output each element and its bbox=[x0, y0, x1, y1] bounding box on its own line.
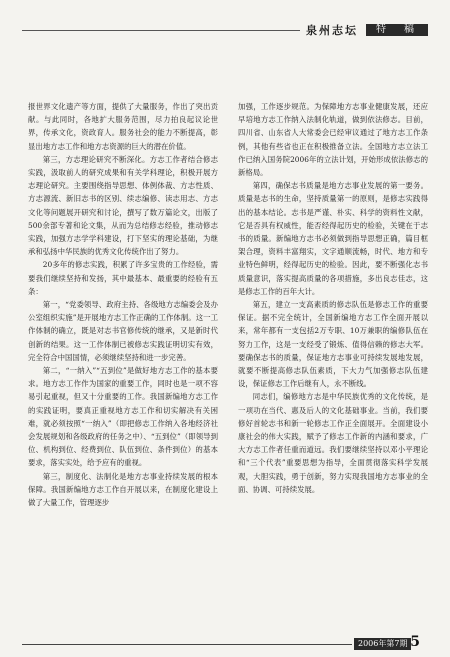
header-banner bbox=[300, 24, 428, 36]
paragraph: 加强，工作逐步规范。为保障地方志事业健康发展，还应早培地方志工作纳入法制化轨道，做到依法修志。目前，四川省、山东省人大常委会已经审议通过了地方志工作条例，其他有些省也正在积极推备立法。全国地方志立法工作已纳入国务院2006年的立法计划，开始形成依法修志的新格局。 bbox=[238, 102, 428, 178]
right-column bbox=[238, 100, 428, 612]
paragraph: 第五，建立一支高素质的修志队伍是修志工作的重要保证。据不完全统计，全国新编地方志工作全面开展以来，常年都有一支包括2万专职、10万兼职的编修队伍在努力工作，这是一支经受了锻炼、值得信赖的修志大军。要确保志书的质量，保证地方志事业可持续发展地发展，就要不断提高修志队伍素质，下大力气加强修志队伍建设，保证修志工作后继有人，永不断线。 bbox=[238, 300, 428, 389]
journal-name: 泉州志坛 bbox=[306, 24, 358, 37]
paragraph: 第一，“党委领导、政府主持、各级地方志编委会及办公室组织实施”是开展地方志工作正确的工作体制。这一工作体制的确立，既是对志书官修传统的继承，又是新时代创新的结果。这一工作体制已被修志实践证明切实有效，完全符合中国国情，必须继续坚持和进一步完善。 bbox=[28, 300, 218, 362]
page-number: 5 bbox=[410, 634, 420, 650]
paragraph: 第三，方志理论研究不断深化。方志工作者结合修志实践，汲取前人的研究成果和有关学科理论，积极开展方志理论研究。主要围绕指导思想、体例体裁、方志性质、方志源流、新旧志书的区别、续志编修、读志用志、方志文化等问题展开研究和讨论，撰写了数万篇论文，出版了500余部专著和论文集，从而为总结修志经验，推动修志实践，加强方志学学科建设，打下坚实的理论基础，为继承和弘扬中华民族的优秀文化传统作出了努力。 bbox=[28, 154, 218, 257]
paragraph: 第二，“一纳入”“五到位”是做好地方志工作的基本要求。地方志工作作为国家的重要工作，同时也是一项不容易引起重视，但又十分重要的工作。我国新编地方志工作的实践证明，要真正重视地方志工作和切实解决有关困难，就必须按照“一纳入”（即把修志工作纳入各地经济社会发展规划和各级政府的任务之中）、“五到位”（即领导到位、机构到位、经费到位、队伍到位、条件到位）的基本要求，落实实处，给予应有的重视。 bbox=[28, 366, 218, 468]
paragraph: 报世界文化遗产等方面，提供了大量服务，作出了突出贡献。与此同时，各地扩大服务范围，尽力拍良起议论世界，传承文化，资政育人。服务社会的能力不断提高，彰显出地方志工作和地方志资源的巨大的潜在价值。 bbox=[28, 102, 218, 151]
issue-label: 2006年第7期 bbox=[354, 638, 411, 650]
paragraph: 第四，确保志书质量是地方志事业发展的第一要务。质量是志书的生命，坚持质量第一的原则，是修志实践得出的基本结论。志书是严谨、朴实、科学的资料性文献，它是否具有权威性，能否经得起历史的检验，关键在于志书的质量。新编地方志书必须做到指导思想正确，篇目框架合理，资料丰富翔实，文字通顺流畅，时代、地方和专业特色鲜明，经得起历史的检验。因此，要不断强化志书质量意识，落实提高质量的各项措施，多出良志佳志，这是修志工作的百年大计。 bbox=[238, 181, 428, 296]
page-footer bbox=[22, 636, 428, 650]
footer-rule bbox=[22, 644, 352, 645]
paragraph: 同志们，编修地方志是中华民族优秀的文化传统，是一项功在当代、惠及后人的文化基础事业。当前，我们要修好首轮志书和新一轮修志工作正全面展开。全面建设小康社会的伟大实践，赋予了修志工作新的内涵和要求，广大方志工作者任重而道远。我们要继续坚持以邓小平理论和“三个代表”重要思想为指导，全面贯彻落实科学发展观，大胆实践，勇于创新，努力实现我国地方志事业的全面、协调、可持续发展。 bbox=[238, 392, 428, 494]
article-body bbox=[28, 100, 428, 612]
left-column bbox=[28, 100, 218, 612]
section-tag: 特 稿 bbox=[366, 24, 428, 36]
paragraph: 第三，制度化、法制化是地方志事业持续发展的根本保障。我国新编地方志工作自开展以来，在制度化建设上做了大量工作，管理逐步 bbox=[28, 471, 218, 508]
page-header bbox=[22, 24, 428, 36]
paragraph: 20多年的修志实践，积累了许多宝贵的工作经验，需要我们继续坚持和发扬，其中最基本、最重要的经验有五条： bbox=[28, 260, 218, 296]
